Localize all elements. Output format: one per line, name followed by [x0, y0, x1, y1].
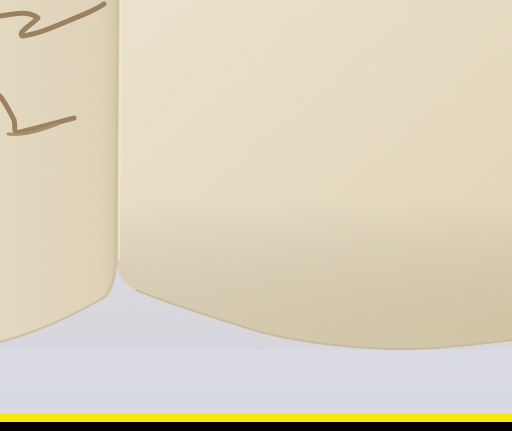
- yellow-band: [0, 414, 512, 422]
- bottom-bar: [0, 422, 512, 431]
